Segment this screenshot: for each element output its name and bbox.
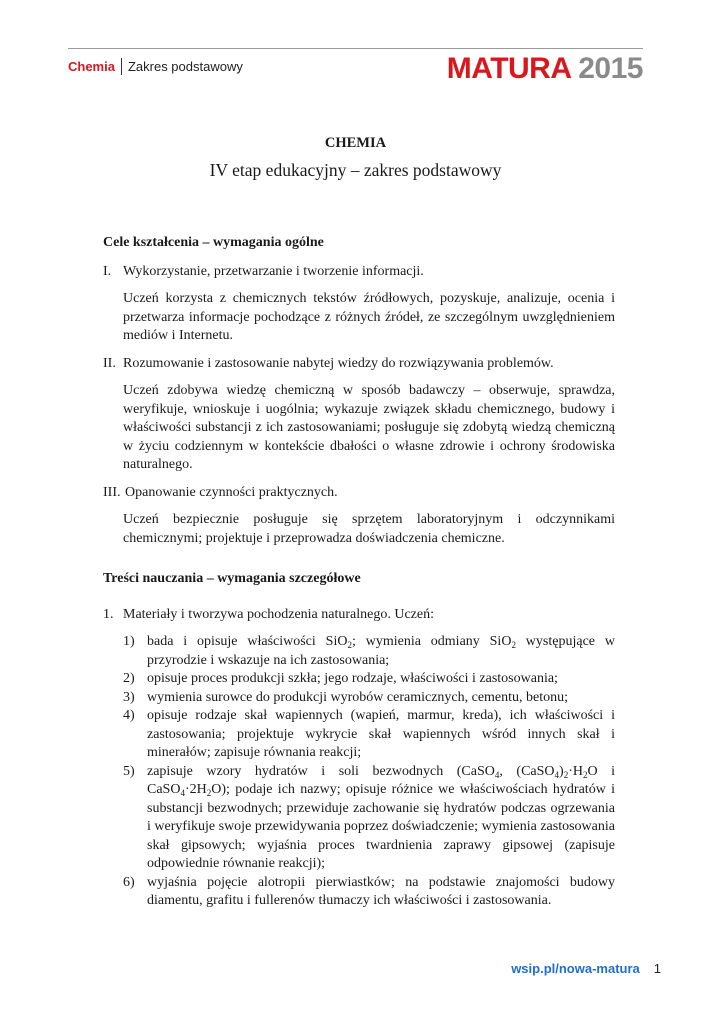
detailed-section-title: Materiały i tworzywa pochodzenia naturalnego. Uczeń:	[123, 606, 434, 622]
header-separator	[121, 58, 122, 75]
header-scope: Zakres podstawowy	[127, 59, 243, 74]
general-item	[103, 355, 615, 374]
list-item-number: 5)	[123, 763, 135, 779]
header-subject-line	[68, 58, 243, 75]
list-item	[123, 633, 615, 670]
general-item-text: Uczeń zdobywa wiedzę chemiczną w sposób badawczy – obserwuje, sprawdza, weryfikuje, wnioskuje i uogólnia; wykazuje związek składu chemicznego, budowy i właściwości substancji z ich zastosowaniami; posługuje się zdobytą wiedzą chemiczną w życiu codziennym w kontekście dbałości o własne zdrowie i ochrony środowiska naturalnego.	[123, 383, 615, 472]
list-item	[123, 874, 615, 911]
general-item-number: I.	[103, 263, 112, 279]
document-body	[103, 234, 615, 911]
logo-year: 2015	[578, 52, 643, 85]
general-requirements-heading: Cele kształcenia – wymagania ogólne	[103, 235, 324, 250]
general-item-number: II.	[103, 355, 116, 371]
header-divider	[68, 48, 643, 49]
page-header	[68, 0, 643, 90]
list-item-text: wymienia surowce do produkcji wyrobów ceramicznych, cementu, betonu;	[147, 689, 569, 705]
list-item-text: wyjaśnia pojęcie alotropii pierwiastków; na podstawie znajomości budowy diamentu, grafitu i fullerenów tłumaczy ich właściwości i zastosowania.	[147, 874, 615, 908]
list-item-text: opisuje rodzaje skał wapiennych (wapień, marmur, kreda), ich właściwości i zastosowania; projektuje wykrycie skał wapiennych wśród innych skał i minerałów; zapisuje równania reakcji;	[147, 708, 615, 760]
general-item	[103, 484, 615, 503]
detailed-requirements-heading: Treści nauczania – wymagania szczegółowe	[103, 571, 361, 586]
document-subtitle: IV etap edukacyjny – zakres podstawowy	[209, 160, 502, 180]
detailed-item-list	[123, 633, 615, 911]
logo-word: MATURA	[446, 52, 571, 85]
general-item-text: Uczeń korzysta z chemicznych tekstów źródłowych, pozyskuje, analizuje, ocenia i przetwarza informacje pochodzące z różnych źródeł, ze szczególnym uwzględnieniem mediów i Internetu.	[123, 291, 615, 343]
list-item	[123, 707, 615, 763]
list-item-text: zapisuje wzory hydratów i soli bezwodnych (CaSO$_4$, $(CaSO_4)_2\cdot H_2O$ i $CaSO_4\cdot 2H_2O$); podaje ich nazwy; opisuje różnice we właściwościach hydratów i substancji bezwodnych; przewiduje zachowanie się hydratów podczas ogrzewania i weryfikuje swoje przewidywania poprzez doświadczenie; wymienia zastosowania skał gipsowych; wyjaśnia proces twardnienia zaprawy gipsowej (zapisuje odpowiednie równanie reakcji);	[147, 763, 615, 871]
list-item	[123, 763, 615, 874]
matura-logo	[447, 52, 643, 86]
general-item-title: Opanowanie czynności praktycznych.	[125, 484, 338, 500]
page-footer	[511, 961, 661, 976]
detailed-section-number: 1.	[103, 606, 114, 622]
list-item-number: 4)	[123, 708, 135, 723]
list-item-number: 3)	[123, 689, 135, 705]
list-item	[123, 689, 615, 708]
list-item-number: 1)	[123, 634, 135, 649]
general-item-title: Rozumowanie i zastosowanie nabytej wiedzy do rozwiązywania problemów.	[123, 355, 554, 371]
list-item-text: bada i opisuje właściwości SiO$_2$; wymienia odmiany SiO$_2$ występujące w przyrodzie i wskazuje na ich zastosowania;	[147, 634, 615, 668]
list-item-text: opisuje proces produkcji szkła; jego rodzaje, właściwości i zastosowania;	[147, 671, 558, 686]
header-subject: Chemia	[68, 59, 115, 74]
page-number: 1	[653, 961, 661, 976]
general-item	[103, 263, 615, 282]
list-item	[123, 670, 615, 689]
list-item-number: 6)	[123, 874, 135, 890]
document-title: CHEMIA	[324, 135, 387, 151]
general-item-number: III.	[103, 484, 121, 500]
general-item-text: Uczeń bezpiecznie posługuje się sprzętem laboratoryjnym i odczynnikami chemicznymi; projektuje i przeprowadza doświadczenia chemiczne.	[123, 512, 615, 546]
detailed-section	[103, 606, 615, 625]
footer-link[interactable]: wsip.pl/nowa-matura	[511, 961, 640, 976]
general-item-title: Wykorzystanie, przetwarzanie i tworzenie informacji.	[123, 263, 424, 279]
list-item-number: 2)	[123, 671, 135, 686]
